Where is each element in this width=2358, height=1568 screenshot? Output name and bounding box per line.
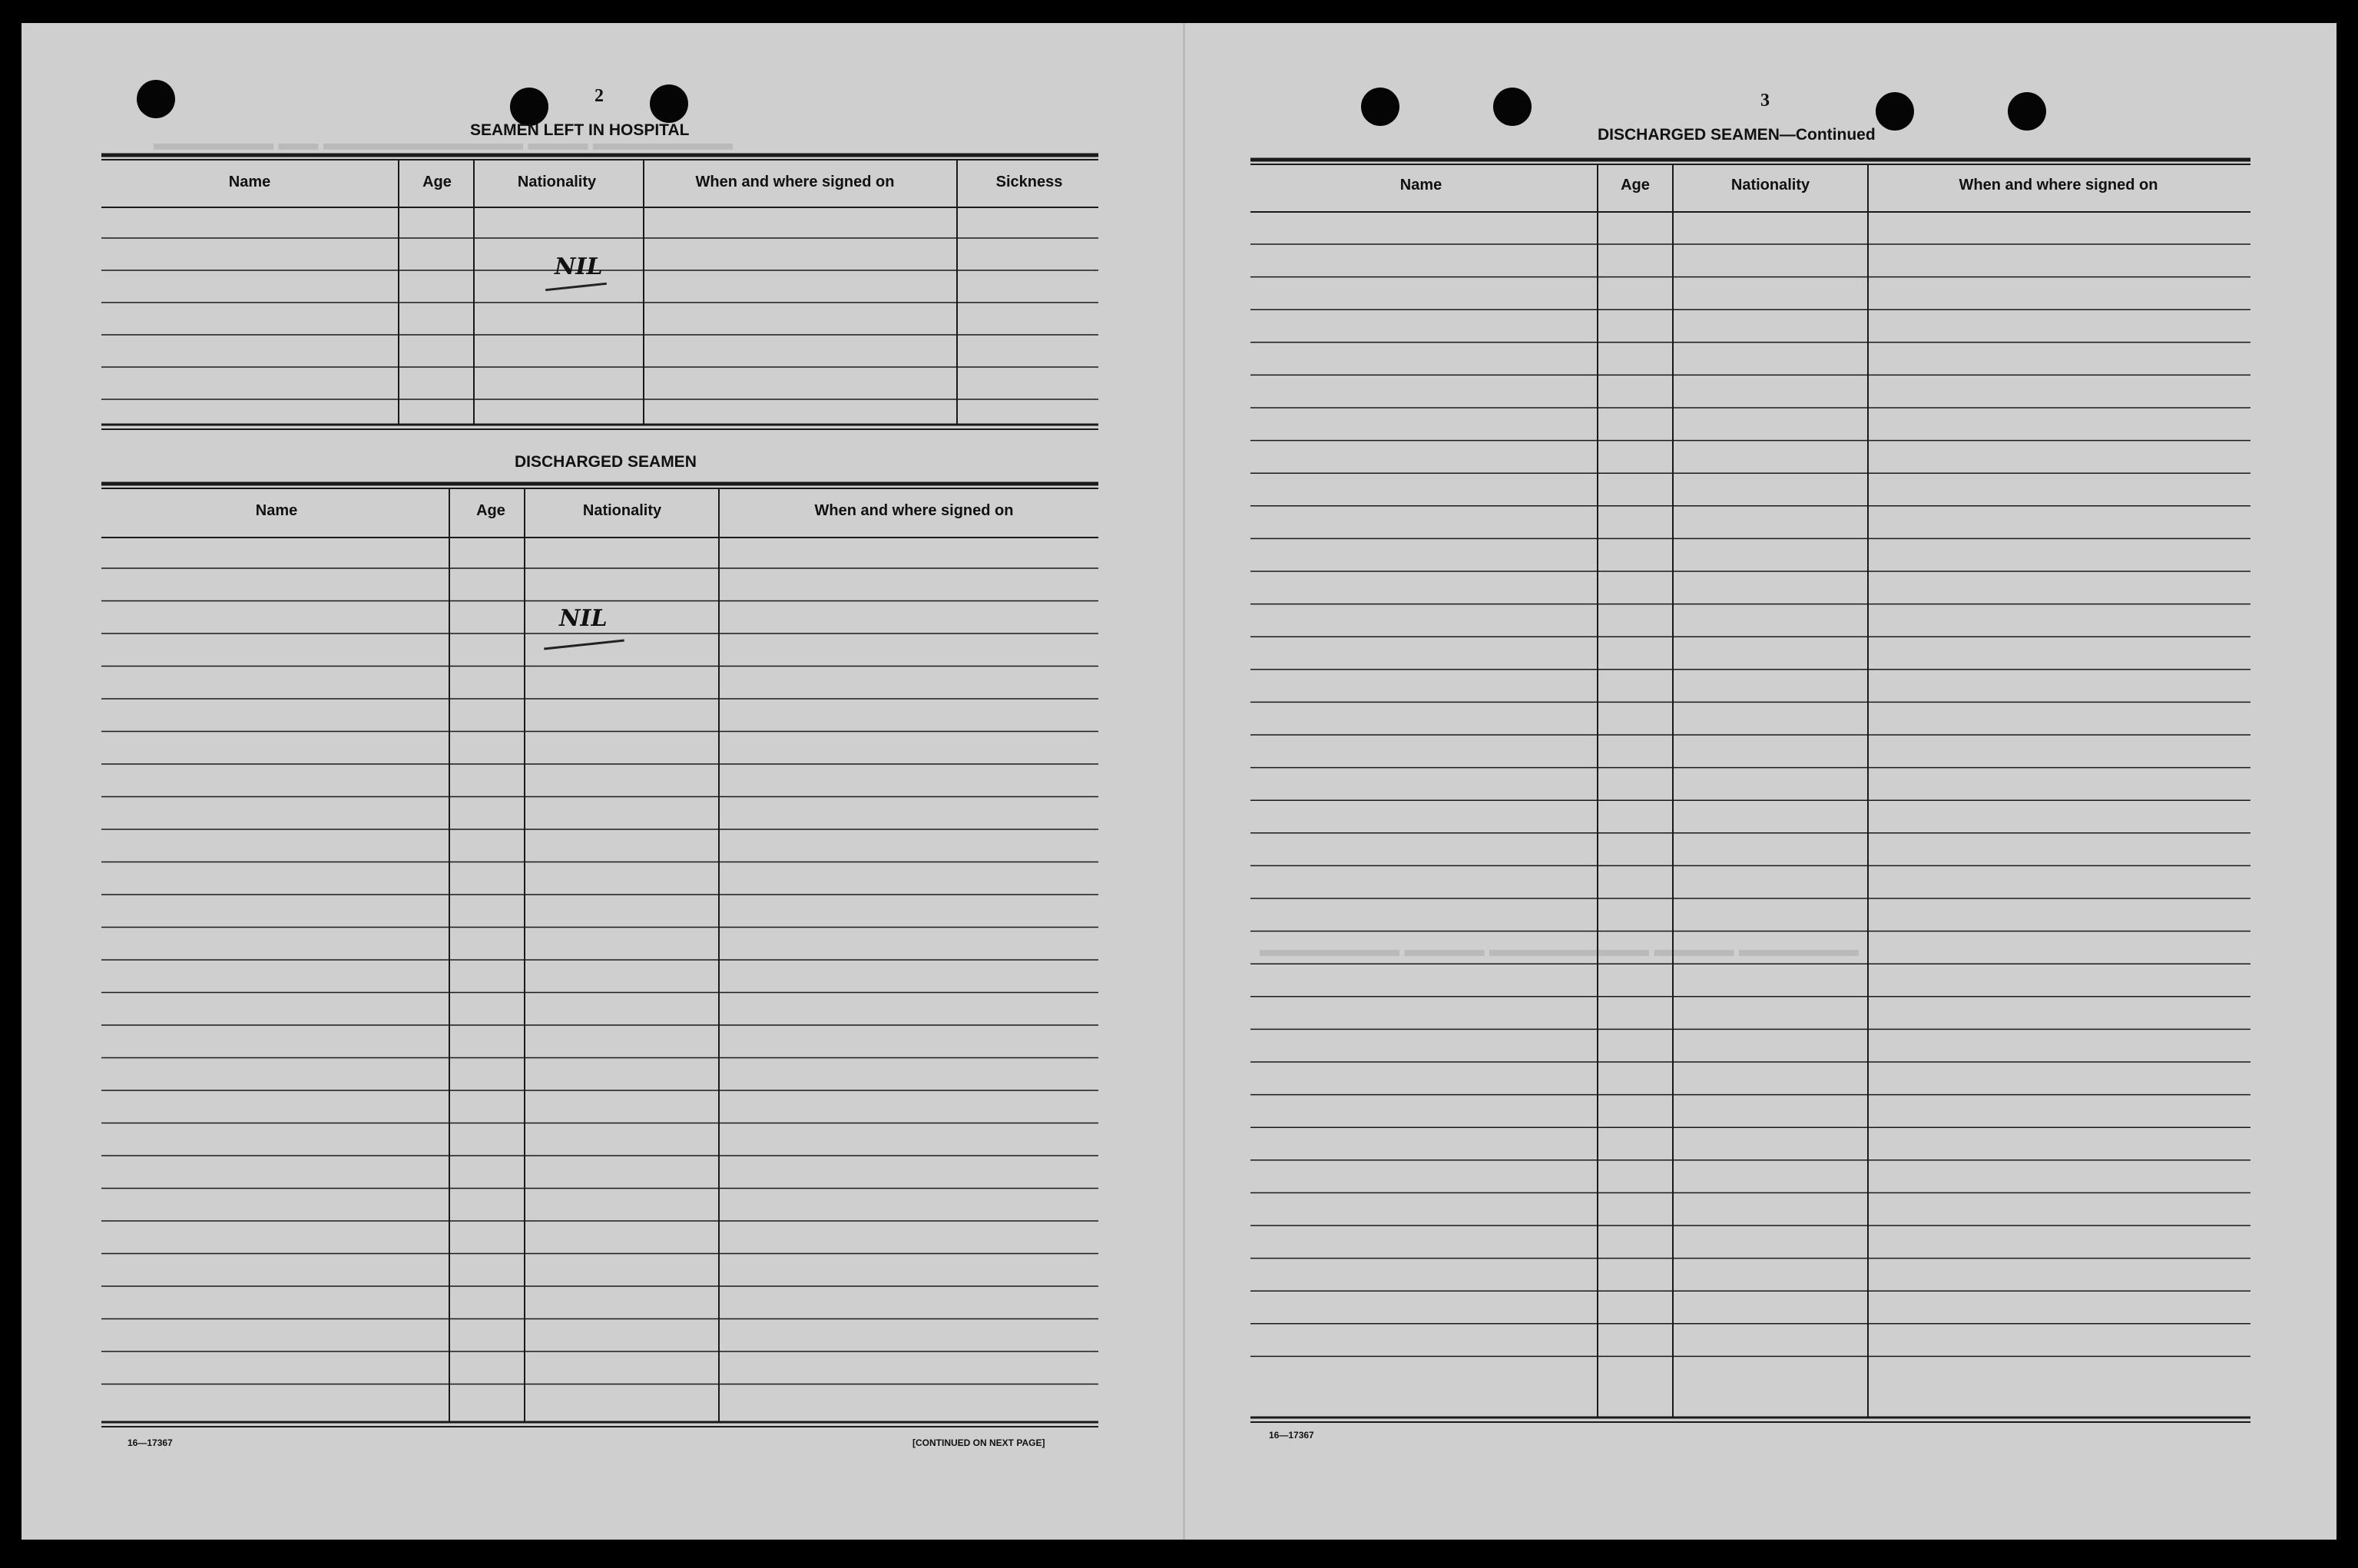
right-col-signed-on: When and where signed on <box>1959 177 2158 194</box>
hospital-handwritten-nil: NIL <box>555 253 603 280</box>
right-col-nationality: Nationality <box>1730 177 1810 194</box>
discharged-col-age: Age <box>476 502 505 519</box>
hospital-col-sickness: Sickness <box>995 174 1063 190</box>
discharged-section-title: DISCHARGED SEAMEN <box>515 453 697 471</box>
form-code-right: 16—17367 <box>1269 1430 1314 1441</box>
continued-note: [CONTINUED ON NEXT PAGE] <box>912 1437 1045 1448</box>
hospital-section-title: SEAMEN LEFT IN HOSPITAL <box>470 121 690 139</box>
bleed-through-text: ▬▬▬▬▬▬ ▬▬ ▬▬▬▬▬▬▬▬▬▬ ▬▬▬ ▬▬▬▬▬▬▬ <box>154 139 733 161</box>
bleed-through-text: ▬▬▬▬▬▬▬ ▬▬▬▬ ▬▬▬▬▬▬▬▬ ▬▬▬▬ ▬▬▬▬▬▬ <box>1260 945 1859 968</box>
discharged-col-nationality: Nationality <box>582 502 662 519</box>
discharged-col-name: Name <box>255 502 298 519</box>
right-col-name: Name <box>1399 177 1442 194</box>
page-number-right: 3 <box>1760 91 1770 111</box>
page-number-left: 2 <box>594 86 604 106</box>
discharged-handwritten-nil: NIL <box>559 605 608 632</box>
discharged-col-signed-on: When and where signed on <box>814 502 1014 519</box>
hospital-col-nationality: Nationality <box>517 174 597 190</box>
hospital-col-name: Name <box>228 174 271 190</box>
hospital-col-age: Age <box>422 174 452 190</box>
form-code-left: 16—17367 <box>128 1437 173 1448</box>
right-col-age: Age <box>1621 177 1650 194</box>
right-section-title: DISCHARGED SEAMEN—Continued <box>1598 126 1876 144</box>
hospital-col-signed-on: When and where signed on <box>695 174 895 190</box>
